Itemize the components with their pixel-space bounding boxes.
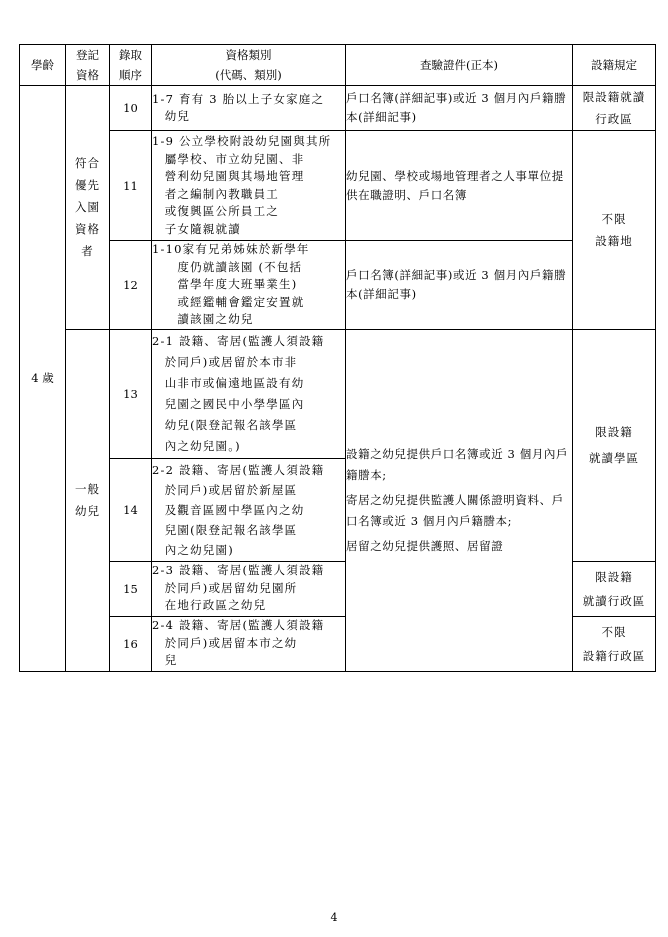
order-cell: 10 [110, 86, 152, 131]
admission-table [19, 44, 656, 672]
group-label-general: 一般 幼兒 [66, 329, 110, 671]
page-number: 4 [330, 911, 338, 924]
header-order: 錄取 順序 [110, 45, 152, 86]
header-documents: 查驗證件(正本) [346, 45, 573, 86]
qualification-cell: 1-9 公立學校附設幼兒園與其所 屬學校、市立幼兒園、非 營利幼兒園與其場地管理 者之編制內教職員工 或復興區公所員工之 子女隨親就讀 [152, 131, 346, 241]
order-cell: 13 [110, 329, 152, 458]
rule-cell: 限設籍 就讀行政區 [573, 561, 656, 616]
order-cell: 15 [110, 561, 152, 616]
documents-cell-merged: 設籍之幼兒提供戶口名簿或近 3 個月內戶籍謄本; 寄居之幼兒提供監護人關係證明資料、戶口名簿或近 3 個月內戶籍謄本; 居留之幼兒提供護照、居留證 [346, 329, 573, 671]
table-row [20, 86, 656, 131]
header-row [20, 45, 656, 86]
header-category: 資格類別 (代碼、類別) [152, 45, 346, 86]
qualification-cell: 2-3 設籍、寄居(監護人須設籍 於同戶)或居留幼兒園所 在地行政區之幼兒 [152, 561, 346, 616]
table-row [20, 131, 656, 241]
header-registration: 登記 資格 [66, 45, 110, 86]
group-label-priority: 符合 優先 入園 資格 者 [66, 86, 110, 330]
documents-cell: 戶口名簿(詳細記事)或近 3 個月內戶籍謄本(詳細記事) [346, 241, 573, 330]
qualification-cell: 2-1 設籍、寄居(監護人須設籍 於同戶)或居留於本市非 山非市或偏遠地區設有幼 兒園之國民中小學學區內 幼兒(限登記報名該學區 內之幼兒園。) [152, 329, 346, 458]
header-rule: 設籍規定 [573, 45, 656, 86]
rule-cell-merged: 不限 設籍地 [573, 131, 656, 330]
rule-cell-merged: 限設籍 就讀學區 [573, 329, 656, 561]
table-row [20, 329, 656, 458]
qualification-cell: 2-4 設籍、寄居(監護人須設籍 於同戶)或居留本市之幼 兒 [152, 616, 346, 671]
header-age: 學齡 [20, 45, 66, 86]
documents-cell: 戶口名簿(詳細記事)或近 3 個月內戶籍謄本(詳細記事) [346, 86, 573, 131]
order-cell: 11 [110, 131, 152, 241]
qualification-cell: 2-2 設籍、寄居(監護人須設籍 於同戶)或居留於新屋區 及觀音區國中學區內之幼 兒園(限登記報名該學區 內之幼兒園) [152, 458, 346, 561]
age-cell: 4 歲 [20, 86, 66, 672]
rule-cell: 不限 設籍行政區 [573, 616, 656, 671]
qualification-cell: 1-10家有兄弟姊妹於新學年 度仍就讀該園 (不包括 當學年度大班畢業生) 或經鑑輔會鑑定安置就 讀該園之幼兒 [152, 241, 346, 330]
documents-cell: 幼兒園、學校或場地管理者之人事單位提供在職證明、戶口名簿 [346, 131, 573, 241]
table-row [20, 241, 656, 330]
qualification-cell: 1-7 育有 3 胎以上子女家庭之 幼兒 [152, 86, 346, 131]
order-cell: 14 [110, 458, 152, 561]
rule-cell: 限設籍就讀 行政區 [573, 86, 656, 131]
order-cell: 12 [110, 241, 152, 330]
order-cell: 16 [110, 616, 152, 671]
